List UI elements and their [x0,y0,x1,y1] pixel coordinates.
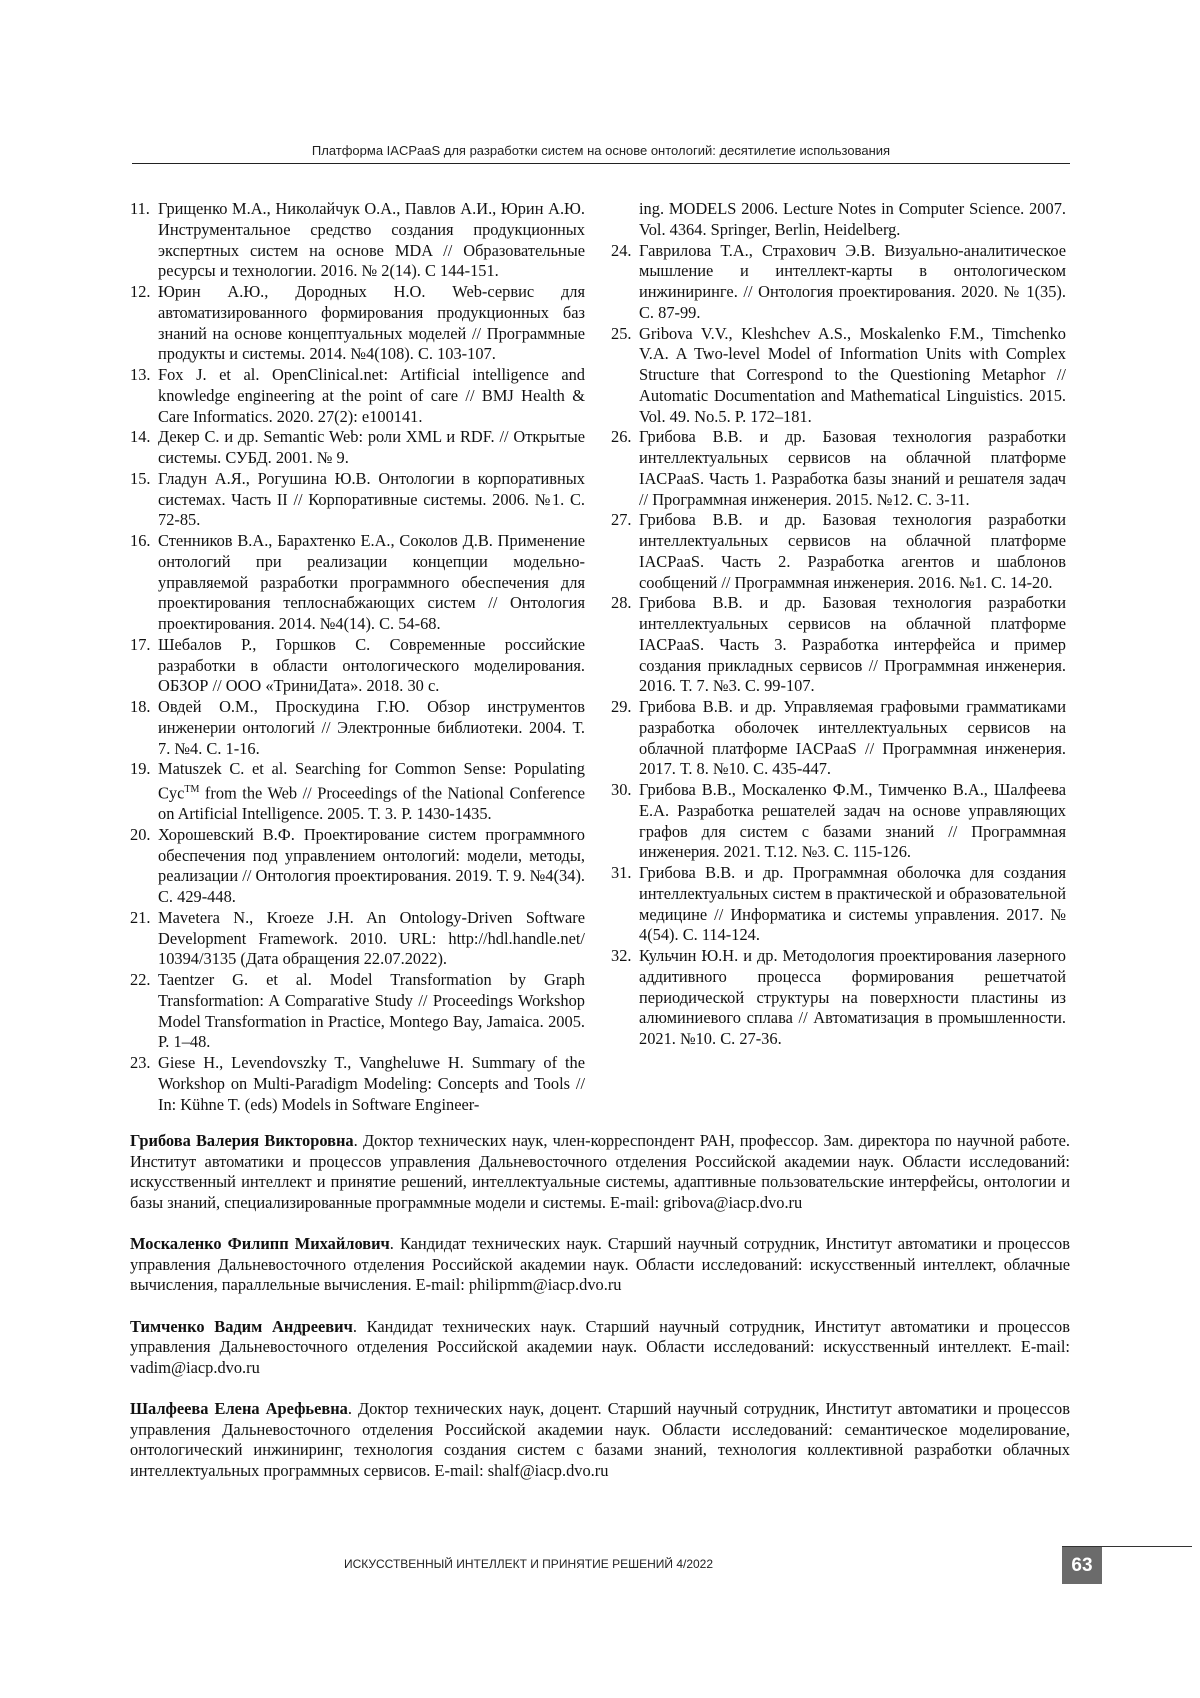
reference-text: Gribova V.V., Kleshchev A.S., Moskalenko F.M., Timchenko V.A. A Two-level Model of Information Units with Complex Structure that Correspond to the Questioning Metaphor // Automatic Documentation and Mathematical Linguistics. 2015. Vol. 49. No.5. P. 172–181. [639,324,1066,428]
reference-15 [130,469,585,531]
reference-21 [130,908,585,970]
reference-number: 17. [130,635,158,697]
reference-text: Овдей О.М., Проскудина Г.Ю. Обзор инструментов инженерии онтологий // Электронные библиотеки. 2004. Т. 7. №4. С. 1-16. [158,697,585,759]
running-header: Платформа IACPaaS для разработки систем на основе онтологий: десятилетие использования [132,143,1070,158]
reference-text: Юрин А.Ю., Дородных Н.О. Web-сервис для автоматизированного формирования продукционных баз знаний на основе концептуальных моделей // Программные продукты и системы. 2014. №4(108). С. 103-107. [158,282,585,365]
author-bio [130,1399,1070,1481]
reference-text: Гаврилова Т.А., Страхович Э.В. Визуально-аналитическое мышление и интеллект-карты в онтологическом инжиниринге. // Онтология проектирования. 2020. № 1(35). С. 87-99. [639,241,1066,324]
author-bios [130,1131,1070,1502]
reference-27 [611,510,1066,593]
reference-25 [611,324,1066,428]
reference-32 [611,946,1066,1050]
reference-text: Giese H., Levendovszky T., Vangheluwe H. Summary of the Workshop on Multi-Paradigm Modeling: Concepts and Tools // In: Kühne T. (eds) Models in Software Engineer- [158,1053,585,1115]
reference-text: Taentzer G. et al. Model Transformation by Graph Transformation: A Comparative Study // Proceedings Workshop Model Transformation in Practice, Montego Bay, Jamaica. 2005. P. 1–48. [158,970,585,1053]
author-name: Тимченко Вадим Андреевич [130,1317,353,1336]
reference-text [158,759,585,825]
reference-text: Декер С. и др. Semantic Web: роли XML и RDF. // Открытые системы. СУБД. 2001. № 9. [158,427,585,469]
author-bio [130,1317,1070,1379]
reference-18 [130,697,585,759]
reference-29 [611,697,1066,780]
reference-text: Грибова В.В. и др. Базовая технология разработки интеллектуальных сервисов на облачной платформе IACPaaS. Часть 2. Разработка агентов и шаблонов сообщений // Программная инженерия. 2016. №1. С. 14-20. [639,510,1066,593]
references-right-column [611,199,1066,1050]
reference-text: Хорошевский В.Ф. Проектирование систем программного обеспечения под управлением онтологий: модели, методы, реализации // Онтология проектирования. 2019. Т. 9. №4(34). С. 429-448. [158,825,585,908]
reference-28 [611,593,1066,697]
reference-text: Стенников В.А., Барахтенко Е.А., Соколов Д.В. Применение онтологий при реализации концепции модельно-управляемой разработки программного обеспечения для проектирования теплоснабжающих систем // Онтология проектирования. 2014. №4(14). С. 54-68. [158,531,585,635]
trademark-superscript: TM [184,784,199,795]
reference-number: 31. [611,863,639,946]
reference-number: 22. [130,970,158,1053]
reference-24 [611,241,1066,324]
reference-17 [130,635,585,697]
page-number: 63 [1062,1547,1102,1584]
reference-31 [611,863,1066,946]
journal-footer: ИСКУССТВЕННЫЙ ИНТЕЛЛЕКТ И ПРИНЯТИЕ РЕШЕНИЙ 4/2022 [132,1557,925,1571]
reference-30 [611,780,1066,863]
author-description: . Кандидат технических наук. Старший научный сотрудник, Институт автоматики и процессов управления Дальневосточного отделения Российской академии наук. Области исследований: искусственный интеллект, облачные вычисления, параллельные вычисления. E-mail: philipmm@iacp.dvo.ru [130,1234,1070,1294]
reference-number: 28. [611,593,639,697]
reference-number: 19. [130,759,158,825]
reference-text: Mavetera N., Kroeze J.H. An Ontology-Driven Software Development Framework. 2010. URL: http://hdl.handle.net/ 10394/3135 (Дата обращения 22.07.2022). [158,908,585,970]
author-description: . Доктор технических наук, член-корреспондент РАН, профессор. Зам. директора по научной работе. Институт автоматики и процессов управления Дальневосточного отделения Российской академии наук. Области исследований: искусственный интеллект и принятие решений, интеллектуальные системы, адаптивные пользовательские интерфейсы, онтологии и базы знаний, специализированные программные модели и системы. E-mail: gribova@iacp.dvo.ru [130,1131,1070,1212]
author-bio [130,1131,1070,1213]
reference-text: Шебалов Р., Горшков С. Современные российские разработки в области онтологического моделирования. ОБЗОР // ООО «ТриниДата». 2018. 30 с. [158,635,585,697]
reference-text: Грибова В.В. и др. Управляемая графовыми грамматиками разработка оболочек интеллектуальных сервисов на облачной платформе IACPaaS // Программная инженерия. 2017. Т. 8. №10. С. 435-447. [639,697,1066,780]
reference-number: 12. [130,282,158,365]
author-name: Грибова Валерия Викторовна [130,1131,354,1150]
reference-number: 15. [130,469,158,531]
reference-text-part: from the Web // Proceedings of the National Conference on Artificial Intelligence. 2005. Т. 3. Р. 1430-1435. [158,783,585,823]
author-description: . Доктор технических наук, доцент. Старший научный сотрудник, Институт автоматики и процессов управления Дальневосточного отделения Российской академии наук. Области исследований: семантическое моделирование, онтологический инжиниринг, технология создания систем с базами знаний, технология коллективной разработки облачных интеллектуальных программных сервисов. E-mail: shalf@iacp.dvo.ru [130,1399,1070,1480]
header-divider [132,163,1070,164]
reference-number: 14. [130,427,158,469]
reference-number: 29. [611,697,639,780]
reference-26 [611,427,1066,510]
references-left-column [130,199,585,1115]
reference-number: 21. [130,908,158,970]
reference-number: 26. [611,427,639,510]
author-name: Москаленко Филипп Михайлович [130,1234,390,1253]
reference-text: Грибова В.В. и др. Программная оболочка для создания интеллектуальных систем в практической и образовательной медицине // Информатика и системы управления. 2017. № 4(54). С. 114-124. [639,863,1066,946]
reference-number: 16. [130,531,158,635]
reference-number: 11. [130,199,158,282]
reference-22 [130,970,585,1053]
reference-number [611,199,639,241]
reference-16 [130,531,585,635]
reference-23 [130,1053,585,1115]
reference-text-part: Matuszek C. et al. Searching for Common Sense: Populating Cyc [158,759,585,802]
reference-number: 13. [130,365,158,427]
reference-23-continued [611,199,1066,241]
reference-20 [130,825,585,908]
reference-text: Грибова В.В. и др. Базовая технология разработки интеллектуальных сервисов на облачной платформе IACPaaS. Часть 1. Разработка базы знаний и решателя задач // Программная инженерия. 2015. №12. С. 3-11. [639,427,1066,510]
reference-text: Грибова В.В. и др. Базовая технология разработки интеллектуальных сервисов на облачной платформе IACPaaS. Часть 3. Разработка интерфейса и пример создания прикладных сервисов // Программная инженерия. 2016. Т. 7. №3. С. 99-107. [639,593,1066,697]
reference-text: Fox J. et al. OpenClinical.net: Artificial intelligence and knowledge engineering at the point of care // BMJ Health & Care Informatics. 2020. 27(2): e100141. [158,365,585,427]
reference-number: 23. [130,1053,158,1115]
reference-12 [130,282,585,365]
reference-number: 24. [611,241,639,324]
author-name: Шалфеева Елена Арефьевна [130,1399,348,1418]
author-description: . Кандидат технических наук. Старший научный сотрудник, Институт автоматики и процессов управления Дальневосточного отделения Российской академии наук. Области исследований: искусственный интеллект. E-mail: vadim@iacp.dvo.ru [130,1317,1070,1377]
reference-text: Кульчин Ю.Н. и др. Методология проектирования лазерного аддитивного процесса формирования решетчатой периодической структуры на поверхности пластины из алюминиевого сплава // Автоматизация в промышленности. 2021. №10. С. 27-36. [639,946,1066,1050]
reference-14 [130,427,585,469]
reference-text: ing. MODELS 2006. Lecture Notes in Computer Science. 2007. Vol. 4364. Springer, Berlin, Heidelberg. [639,199,1066,241]
reference-13 [130,365,585,427]
reference-text: Грибова В.В., Москаленко Ф.М., Тимченко В.А., Шалфеева Е.А. Разработка решателей задач на основе управляющих графов для систем с базами знаний // Программная инженерия. 2021. Т.12. №3. С. 115-126. [639,780,1066,863]
author-bio [130,1234,1070,1296]
reference-19 [130,759,585,825]
reference-11 [130,199,585,282]
reference-number: 32. [611,946,639,1050]
reference-number: 30. [611,780,639,863]
reference-number: 20. [130,825,158,908]
reference-number: 25. [611,324,639,428]
reference-text: Грищенко М.А., Николайчук О.А., Павлов А.И., Юрин А.Ю. Инструментальное средство создания продукционных экспертных систем на основе MDA // Образовательные ресурсы и технологии. 2016. № 2(14). С 144-151. [158,199,585,282]
reference-number: 18. [130,697,158,759]
reference-text: Гладун А.Я., Рогушина Ю.В. Онтологии в корпоративных системах. Часть II // Корпоративные системы. 2006. №1. С. 72-85. [158,469,585,531]
reference-number: 27. [611,510,639,593]
